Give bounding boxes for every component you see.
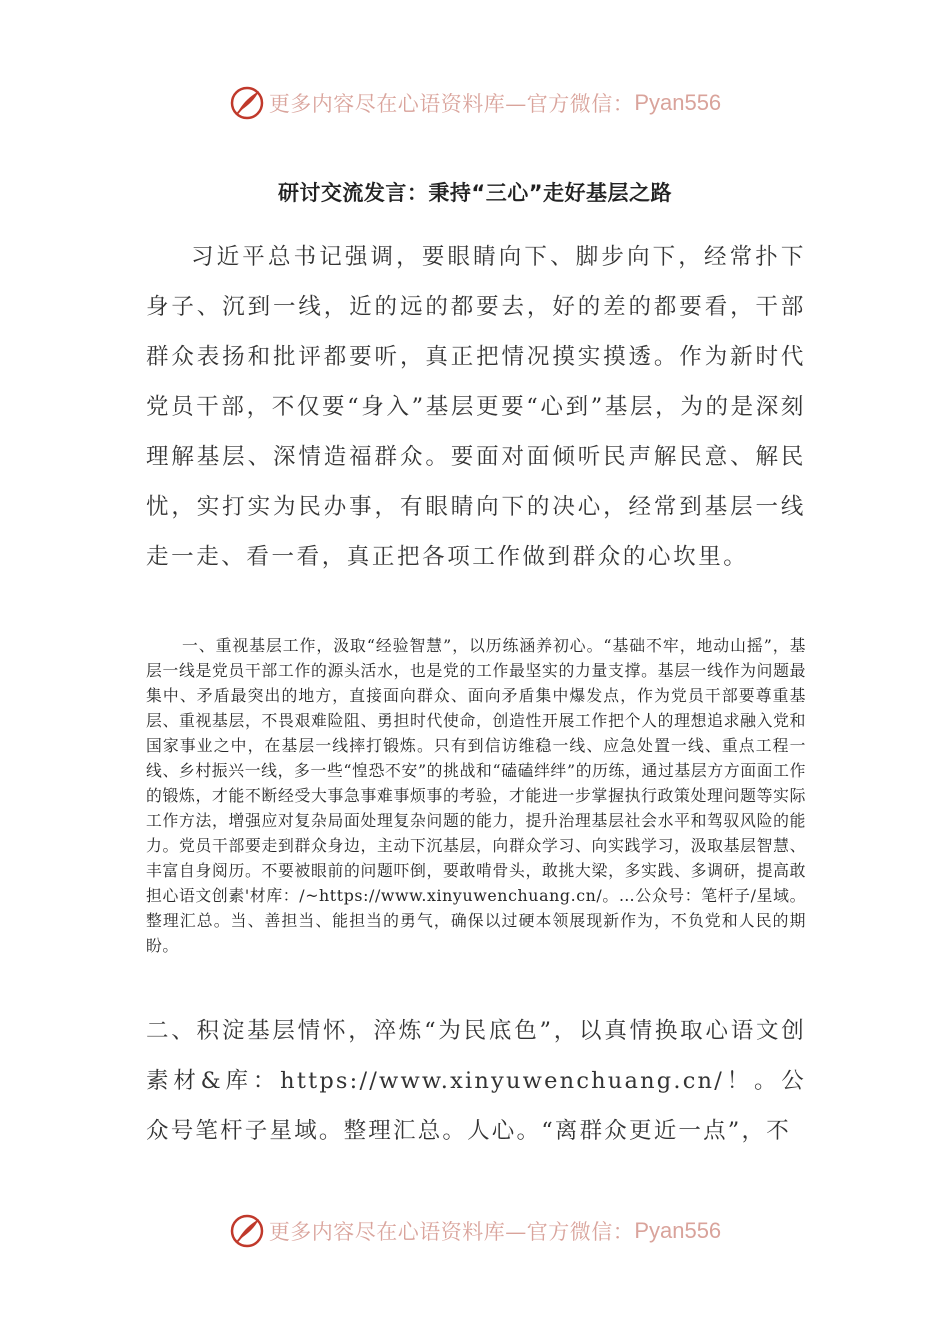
document-title: 研讨交流发言：秉持“三心”走好基层之路 bbox=[277, 181, 673, 205]
footer-watermark-banner bbox=[0, 1211, 950, 1251]
wechat-id: Pyan556 bbox=[634, 90, 722, 115]
intro-paragraph: 习近平总书记强调，要眼睛向下、脚步向下，经常扑下身子、沉到一线，近的远的都要去，好的差的都要看，干部群众表扬和批评都要听，真正把情况摸实摸透。作为新时代党员干部，不仅要“身入”基层更要“心到”基层，为的是深刻理解基层、深情造福群众。要面对面倾听民声解民意、解民忧，实打实为民办事，有眼睛向下的决心，经常到基层一线走一走、看一看，真正把各项工作做到群众的心坎里。 bbox=[146, 244, 806, 570]
section-one-paragraph: 一、重视基层工作，汲取“经验智慧”，以历练涵养初心。“基础不牢，地动山摇”，基层一线是党员干部工作的源头活水，也是党的工作最坚实的力量支撑。基层一线作为问题最集中、矛盾最突出的地方，直接面向群众、面向矛盾集中爆发点，作为党员干部要尊重基层、重视基层，不畏艰难险阻、勇担时代使命，创造性开展工作把个人的理想追求融入党和国家事业之中，在基层一线摔打锻炼。只有到信访维稳一线、应急处置一线、重点工程一线、乡村振兴一线，多一些“惶恐不安”的挑战和“磕磕绊绊”的历练，通过基层方方面面工作的锻炼，才能不断经受大事急事难事烦事的考验，才能进一步掌握执行政策处理问题等实际工作方法，增强应对复杂局面处理复杂问题的能力，提升治理基层社会水平和驾驭风险的能力。党员干部要走到群众身边，主动下沉基层，向群众学习、向实践学习，汲取基层智慧、丰富自身阅历。不要被眼前的问题吓倒，要敢啃骨头，敢挑大梁，多实践、多调研，提高敢担心语文创素'材库：/~https://www.xinyuwenchuang.cn/。…公众号：笔杆子/星域。整理汇总。当、善担当、能担当的勇气，确保以过硬本领展现新作为，不负党和人民的期盼。 bbox=[146, 636, 806, 955]
wechat-id: Pyan556 bbox=[634, 1218, 722, 1243]
section-two-paragraph: 二、积淀基层情怀，淬炼“为民底色”，以真情换取心语文创素材&库：https://www.xinyuwenchuang.cn/！。公众号笔杆子星域。整理汇总。人心。“离群众更近一点”，不 bbox=[146, 1018, 806, 1144]
quill-logo-icon bbox=[229, 85, 265, 121]
quill-logo-icon bbox=[229, 1213, 265, 1249]
header-watermark-banner bbox=[0, 83, 950, 123]
banner-text: 更多内容尽在心语资料库—官方微信： bbox=[268, 1220, 635, 1244]
banner-text: 更多内容尽在心语资料库—官方微信： bbox=[268, 92, 635, 116]
